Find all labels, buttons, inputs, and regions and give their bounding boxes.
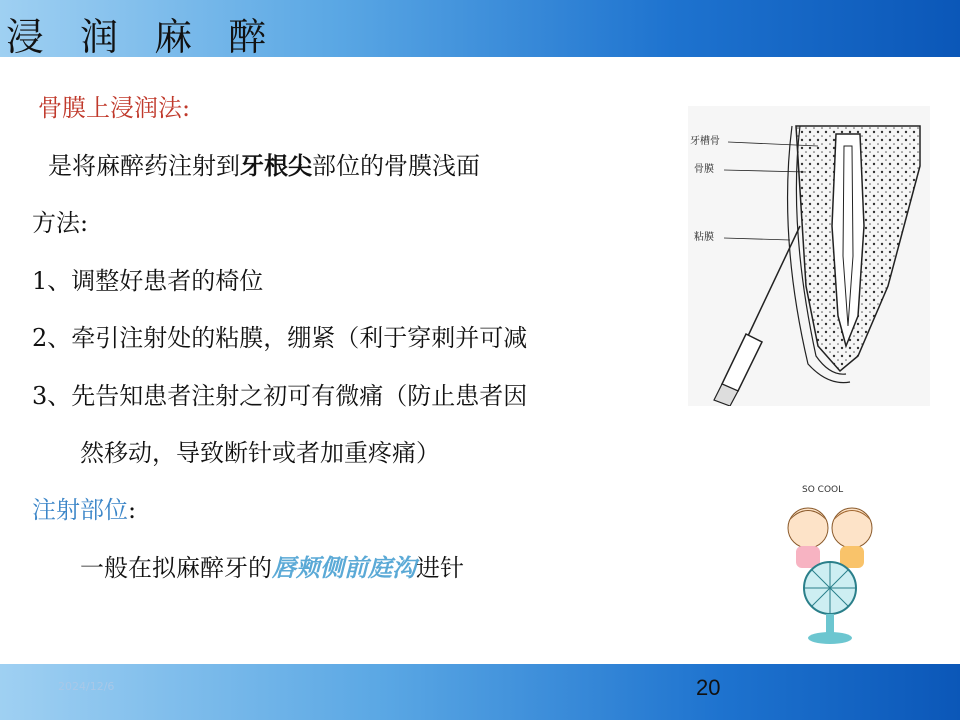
step-3: 3、先告知患者注射之初可有微痛（防止患者因 (32, 382, 528, 410)
step-2: 2、牵引注射处的粘膜，绷紧（利于穿刺并可减 (32, 324, 528, 352)
description (48, 146, 480, 181)
tooth-illustration (688, 106, 930, 406)
method-label: 方法: (32, 209, 89, 237)
label-mucosa: 粘膜 (694, 232, 714, 243)
site-label: 注射部位 (32, 496, 128, 524)
kids-fan-illustration (768, 470, 892, 650)
slide-title: 浸 润 麻 醉 (6, 15, 279, 59)
step-3-continued: 然移动，导致断针或者加重疼痛） (80, 439, 440, 467)
footer-date: 2024/12/6 (58, 680, 115, 693)
dental-anatomy-diagram (688, 106, 930, 406)
site-emphasis: 唇颊侧前庭沟 (272, 553, 416, 582)
site-colon: : (128, 496, 137, 524)
sticker-caption: SO COOL (802, 485, 844, 495)
footer-bar (0, 664, 960, 720)
step-1: 1、调整好患者的椅位 (32, 267, 264, 295)
page-number: 20 (696, 675, 721, 700)
description-emphasis: 牙根尖 (240, 151, 312, 180)
site-suffix: 进针 (416, 554, 464, 582)
cartoon-kids-sticker (768, 470, 892, 650)
subtitle: 骨膜上浸润法: (38, 94, 191, 122)
site-description (80, 548, 464, 583)
description-prefix: 是将麻醉药注射到 (48, 152, 240, 180)
label-alveolar-bone: 牙槽骨 (690, 136, 720, 147)
site-label-line (32, 490, 136, 525)
description-suffix: 部位的骨膜浅面 (312, 152, 480, 180)
site-prefix: 一般在拟麻醉牙的 (80, 554, 272, 582)
label-periosteum: 骨膜 (694, 164, 714, 175)
